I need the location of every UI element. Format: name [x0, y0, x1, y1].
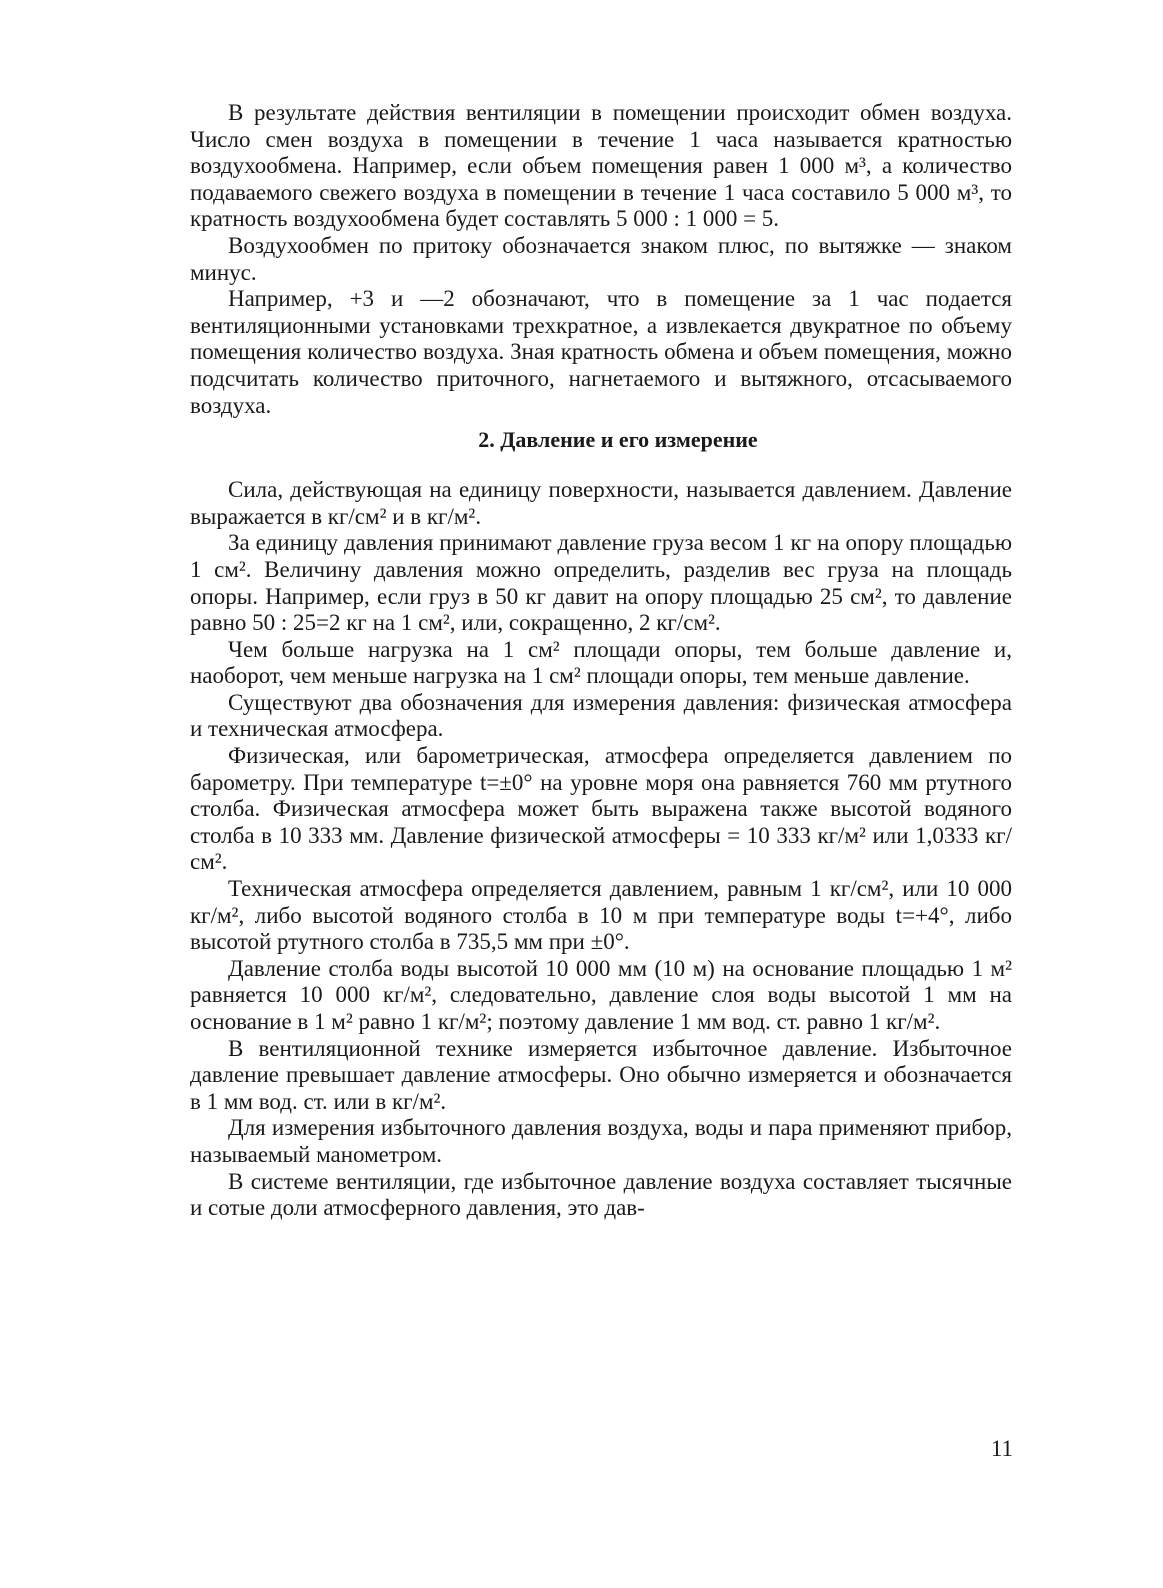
paragraph-manometer: Для измерения избыточного давления воздуха, воды и пара применяют прибор, называемый манометром.: [190, 1115, 1012, 1167]
paragraph-exchange-signs: Воздухообмен по притоку обозначается знаком плюс, по вытяжке — знаком минус.: [190, 232, 1012, 285]
page-number: 11: [990, 1436, 1013, 1461]
section-heading: 2. Давление и его измерение: [478, 427, 758, 453]
page-body: [190, 100, 1012, 1222]
paragraph-technical-atmosphere: Техническая атмосфера определяется давлением, равным 1 кг/см², или 10 000 кг/м², либо высотой водяного столба в 10 м при температуре воды t=+4°, либо высотой ртутного столба в 735,5 мм при ±0°.: [190, 876, 1012, 955]
paragraph-water-column: Давление столба воды высотой 10 000 мм (10 м) на основание площадью 1 м² равняется 10 000 кг/м², следовательно, давление слоя воды высотой 1 мм на основание в 1 м² равно 1 кг/м²; поэтому давление 1 мм вод. ст. равно 1 кг/м².: [190, 955, 1012, 1034]
paragraph-two-atmospheres: Существуют два обозначения для измерения давления: физическая атмосфера и техническая атмосфера.: [190, 689, 1012, 742]
paragraph-physical-atmosphere: Физическая, или барометрическая, атмосфера определяется давлением по барометру. При температуре t=±0° на уровне моря она равняется 760 мм ртутного столба. Физическая атмосфера может быть выражена также высотой водяного столба в 10 333 мм. Давление физической атмосферы = 10 333 кг/м² или 1,0333 кг/см².: [190, 743, 1012, 875]
paragraph-load-relation: Чем больше нагрузка на 1 см² площади опоры, тем больше давление и, наоборот, чем меньше нагрузка на 1 см² площади опоры, тем меньше давление.: [190, 636, 1012, 689]
paragraph-pressure-definition: Сила, действующая на единицу поверхности, называется давлением. Давление выражается в кг/см² и в кг/м².: [190, 477, 1012, 529]
paragraph-exchange-example: Например, +3 и —2 обозначают, что в помещение за 1 час подается вентиляционными установками трехкратное, а извлекается двукратное по объему помещения количество воздуха. Зная кратность обмена и объем помещения, можно подсчитать количество приточного, нагнетаемого и вытяжного, отсасываемого воздуха.: [190, 286, 1012, 418]
paragraph-air-exchange: В результате действия вентиляции в помещении происходит обмен воздуха. Число смен воздуха в помещении в течение 1 часа называется кратностью воздухообмена. Например, если объем помещения равен 1 000 м³, а количество подаваемого свежего воздуха в помещении в течение 1 часа составило 5 000 м³, то кратность воздухообмена будет составлять 5 000 : 1 000 = 5.: [190, 100, 1012, 232]
paragraph-ventilation-system: В системе вентиляции, где избыточное давление воздуха составляет тысячные и сотые доли атмосферного давления, это дав-: [190, 1168, 1012, 1221]
paragraph-pressure-unit: За единицу давления принимают давление груза весом 1 кг на опору площадью 1 см². Величину давления можно определить, разделив вес груза на площадь опоры. Например, если груз в 50 кг давит на опору площадью 25 см², то давление равно 50 : 25=2 кг на 1 см², или, сокращенно, 2 кг/см².: [190, 530, 1012, 636]
paragraph-excess-pressure: В вентиляционной технике измеряется избыточное давление. Избыточное давление превышает давление атмосферы. Оно обычно измеряется и обозначается в 1 мм вод. ст. или в кг/м².: [190, 1035, 1012, 1114]
